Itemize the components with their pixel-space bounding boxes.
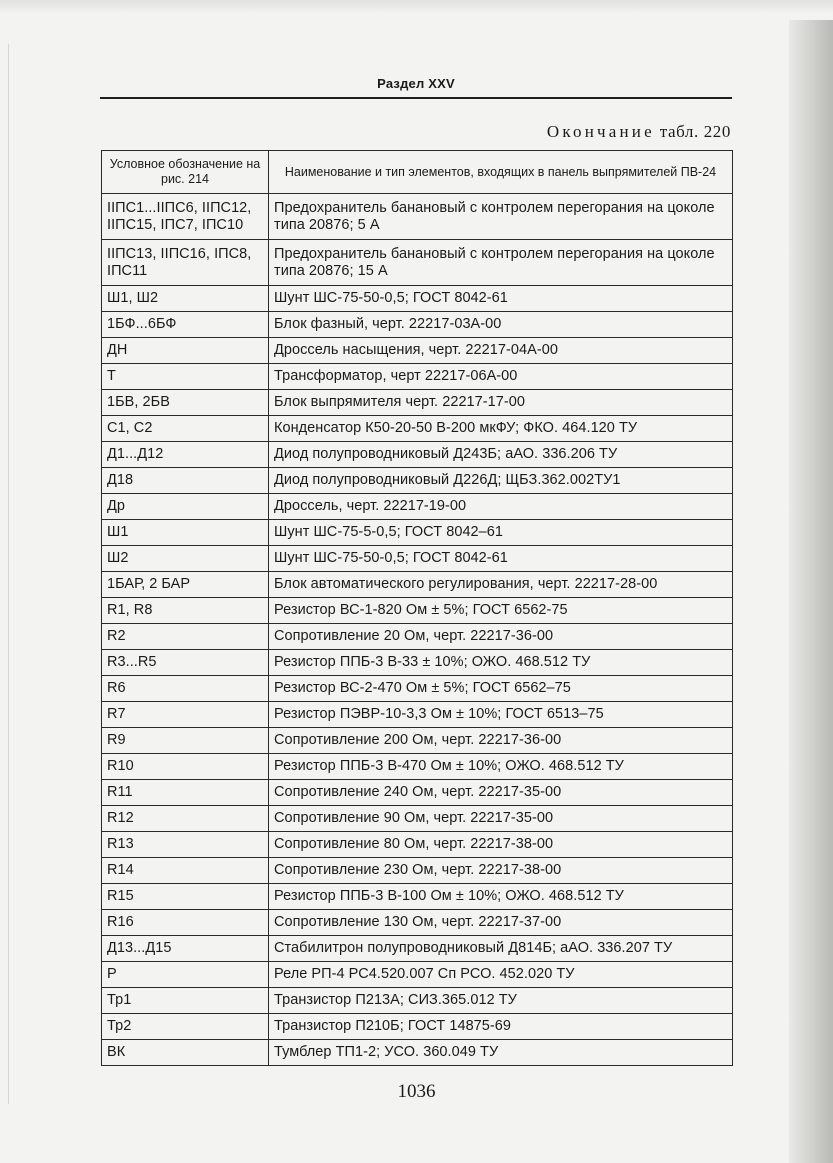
designation-cell: Д18 (102, 468, 269, 494)
page-edge-shadow (789, 20, 833, 1163)
table-row (102, 884, 733, 910)
table-row (102, 1014, 733, 1040)
column-header-designation: Условное обозначение на рис. 214 (102, 151, 269, 194)
description-cell: Блок фазный, черт. 22217-03А-00 (269, 312, 733, 338)
table-row (102, 754, 733, 780)
description-cell: Диод полупроводниковый Д226Д; ЩБЗ.362.002ТУ1 (269, 468, 733, 494)
description-cell: Резистор ВС-2-470 Ом ± 5%; ГОСТ 6562–75 (269, 676, 733, 702)
description-cell: Блок автоматического регулирования, черт. 22217-28-00 (269, 572, 733, 598)
designation-cell: Тр2 (102, 1014, 269, 1040)
running-head: Раздел XXV (377, 76, 455, 91)
designation-cell: IIПС1...IIПС6, IIПС12, IIПС15, IПС7, IПС10 (102, 194, 269, 240)
description-cell: Предохранитель банановый с контролем перегорания на цоколе типа 20876; 5 А (269, 194, 733, 240)
designation-cell: Д1...Д12 (102, 442, 269, 468)
table-row (102, 988, 733, 1014)
table-row (102, 312, 733, 338)
page-top-shadow (0, 0, 833, 14)
description-cell: Сопротивление 80 Ом, черт. 22217-38-00 (269, 832, 733, 858)
table-row (102, 416, 733, 442)
table-row (102, 624, 733, 650)
designation-cell: R10 (102, 754, 269, 780)
designation-cell: R7 (102, 702, 269, 728)
table-row (102, 442, 733, 468)
designation-cell: R12 (102, 806, 269, 832)
table-row (102, 194, 733, 240)
designation-cell: ВК (102, 1040, 269, 1066)
description-cell: Транзистор П210Б; ГОСТ 14875-69 (269, 1014, 733, 1040)
description-cell: Диод полупроводниковый Д243Б; аАО. 336.206 ТУ (269, 442, 733, 468)
table-row (102, 494, 733, 520)
table-row (102, 858, 733, 884)
designation-cell: IIПС13, IIПС16, IПС8, IПС11 (102, 240, 269, 286)
table-row (102, 806, 733, 832)
table-row (102, 598, 733, 624)
table-caption-lead: Окончание (546, 122, 655, 141)
designation-cell: R15 (102, 884, 269, 910)
table-row (102, 676, 733, 702)
designation-cell: Др (102, 494, 269, 520)
designation-cell: 1БФ...6БФ (102, 312, 269, 338)
table-row (102, 468, 733, 494)
designation-cell: 1БВ, 2БВ (102, 390, 269, 416)
description-cell: Тумблер ТП1-2; УСО. 360.049 ТУ (269, 1040, 733, 1066)
description-cell: Шунт ШС-75-50-0,5; ГОСТ 8042-61 (269, 546, 733, 572)
description-cell: Резистор ППБ-3 В-33 ± 10%; ОЖО. 468.512 ТУ (269, 650, 733, 676)
table-row (102, 240, 733, 286)
table-row (102, 910, 733, 936)
table-caption (547, 122, 731, 142)
designation-cell: R1, R8 (102, 598, 269, 624)
description-cell: Шунт ШС-75-5-0,5; ГОСТ 8042–61 (269, 520, 733, 546)
designation-cell: Т (102, 364, 269, 390)
designation-cell: Д13...Д15 (102, 936, 269, 962)
description-cell: Сопротивление 230 Ом, черт. 22217-38-00 (269, 858, 733, 884)
description-cell: Сопротивление 130 Ом, черт. 22217-37-00 (269, 910, 733, 936)
designation-cell: R13 (102, 832, 269, 858)
designation-cell: R16 (102, 910, 269, 936)
designation-cell: R6 (102, 676, 269, 702)
description-cell: Стабилитрон полупроводниковый Д814Б; аАО. 336.207 ТУ (269, 936, 733, 962)
table-row (102, 364, 733, 390)
table-row (102, 780, 733, 806)
table-row (102, 338, 733, 364)
description-cell: Резистор ППБ-3 В-470 Ом ± 10%; ОЖО. 468.512 ТУ (269, 754, 733, 780)
table-row (102, 546, 733, 572)
column-header-name-type: Наименование и тип элементов, входящих в панель выпрямителей ПВ-24 (269, 151, 733, 194)
description-cell: Резистор ПЭВР-10-3,3 Ом ± 10%; ГОСТ 6513–75 (269, 702, 733, 728)
description-cell: Сопротивление 90 Ом, черт. 22217-35-00 (269, 806, 733, 832)
designation-cell: R3...R5 (102, 650, 269, 676)
description-cell: Блок выпрямителя черт. 22217-17-00 (269, 390, 733, 416)
designation-cell: Ш1, Ш2 (102, 286, 269, 312)
components-table (101, 150, 733, 1066)
designation-cell: R14 (102, 858, 269, 884)
description-cell: Трансформатор, черт 22217-06А-00 (269, 364, 733, 390)
table-row (102, 286, 733, 312)
description-cell: Сопротивление 240 Ом, черт. 22217-35-00 (269, 780, 733, 806)
designation-cell: С1, С2 (102, 416, 269, 442)
table-header-row (102, 151, 733, 194)
table-row (102, 702, 733, 728)
table-row (102, 572, 733, 598)
table-caption-number: табл. 220 (659, 122, 731, 141)
page-side-mark (8, 44, 9, 1104)
description-cell: Транзистор П213А; СИЗ.365.012 ТУ (269, 988, 733, 1014)
designation-cell: Ш2 (102, 546, 269, 572)
page-number: 1036 (397, 1081, 436, 1102)
table-row (102, 832, 733, 858)
description-cell: Дроссель, черт. 22217-19-00 (269, 494, 733, 520)
designation-cell: ДН (102, 338, 269, 364)
description-cell: Резистор ВС-1-820 Ом ± 5%; ГОСТ 6562-75 (269, 598, 733, 624)
table-row (102, 728, 733, 754)
designation-cell: R9 (102, 728, 269, 754)
table-row (102, 650, 733, 676)
description-cell: Шунт ШС-75-50-0,5; ГОСТ 8042-61 (269, 286, 733, 312)
designation-cell: Р (102, 962, 269, 988)
designation-cell: Ш1 (102, 520, 269, 546)
table-body (102, 194, 733, 1066)
designation-cell: R2 (102, 624, 269, 650)
description-cell: Реле РП-4 РС4.520.007 Сп РСО. 452.020 ТУ (269, 962, 733, 988)
description-cell: Предохранитель банановый с контролем перегорания на цоколе типа 20876; 15 А (269, 240, 733, 286)
description-cell: Резистор ППБ-3 В-100 Ом ± 10%; ОЖО. 468.512 ТУ (269, 884, 733, 910)
description-cell: Сопротивление 200 Ом, черт. 22217-36-00 (269, 728, 733, 754)
table-row (102, 1040, 733, 1066)
table-row (102, 962, 733, 988)
designation-cell: Тр1 (102, 988, 269, 1014)
running-head-rule (100, 97, 732, 99)
table-row (102, 520, 733, 546)
designation-cell: R11 (102, 780, 269, 806)
table-row (102, 390, 733, 416)
description-cell: Конденсатор К50-20-50 В-200 мкФУ; ФКО. 464.120 ТУ (269, 416, 733, 442)
designation-cell: 1БАР, 2 БАР (102, 572, 269, 598)
description-cell: Дроссель насыщения, черт. 22217-04А-00 (269, 338, 733, 364)
table-row (102, 936, 733, 962)
description-cell: Сопротивление 20 Ом, черт. 22217-36-00 (269, 624, 733, 650)
